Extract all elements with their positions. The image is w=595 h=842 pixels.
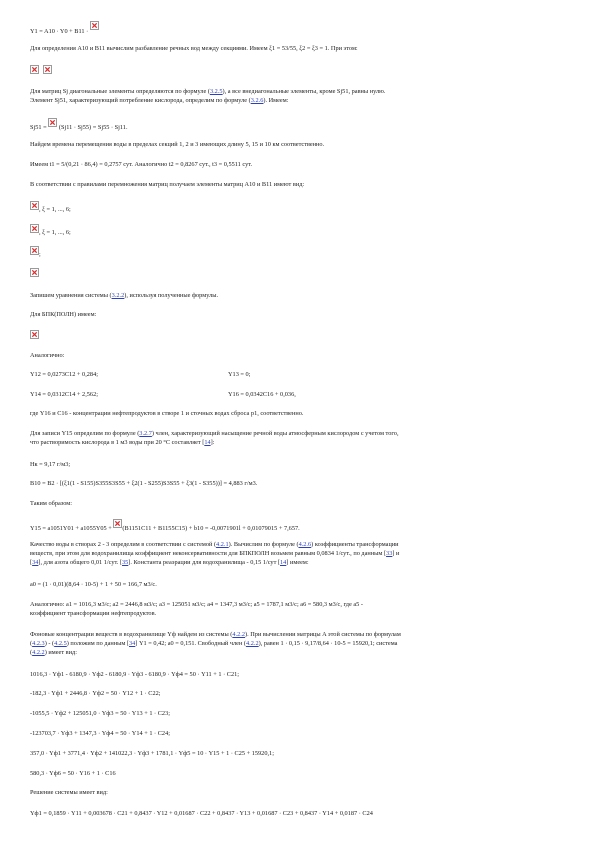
formula-link[interactable]: 4.2.6 bbox=[298, 541, 312, 548]
broken-image-icon bbox=[30, 65, 39, 74]
solution-equation: Yф1 = 0,1859 · Y11 + 0,003678 · C21 + 0,8437 · Y12 + 0,01687 · C22 + 0,8437 · Y13 + 0,01687 · C23 + 0,8437 · Y14 + 0,0187 · C24 bbox=[30, 810, 373, 817]
broken-image-icon bbox=[30, 201, 39, 210]
system-equation: 580,3 · Yф6 = 50 · Y16 + 1 · C16 bbox=[30, 770, 116, 777]
reference-link[interactable]: 35 bbox=[122, 559, 129, 566]
equation-y1 bbox=[30, 25, 99, 36]
paragraph: Для БПК(ПОЛН) имеем: bbox=[30, 311, 97, 318]
broken-image-icon bbox=[113, 519, 122, 528]
system-equation: 357,0 · Yф1 + 3771,4 · Yф2 + 141022,3 · Yф3 + 1781,1 · Yф5 = 10 · Y15 + 1 · C25 + 15920,1; bbox=[30, 750, 274, 757]
formula-image bbox=[30, 268, 39, 279]
broken-image-icon bbox=[30, 330, 39, 339]
text: Y15 = a1051Y01 + a1055Y05 + bbox=[30, 525, 112, 532]
reference-link[interactable]: 14 bbox=[204, 439, 211, 446]
formula-link[interactable]: 4.2.5 bbox=[54, 640, 67, 647]
paragraph: Таким образом: bbox=[30, 500, 72, 507]
reference-link[interactable]: 14 bbox=[280, 559, 287, 566]
text: ) член, характеризующий насыщение речной воды атмосферным кислородом с учетом того, bbox=[151, 430, 399, 437]
text: ] имеем: bbox=[286, 559, 309, 566]
system-equation: -182,3 · Yф1 + 2446,8 · Yф2 = 50 · Y12 + 1 · C22; bbox=[30, 690, 161, 697]
matrix-element bbox=[30, 203, 71, 214]
paragraph bbox=[30, 640, 397, 648]
paragraph: где Y16 и C16 - концентрации нефтепродуктов в створе 1 и сточных водах сброса p1, соответственно. bbox=[30, 410, 304, 417]
paragraph: Аналогично: bbox=[30, 352, 65, 359]
equation-y16: Y16 = 0,0342C16 + 0,036, bbox=[228, 391, 296, 398]
text: ( bbox=[30, 640, 33, 647]
text: Для записи Y15 определим по формуле ( bbox=[30, 430, 140, 437]
equation-nk: Нк = 9,17 г/м3; bbox=[30, 461, 71, 468]
text: (B1151C11 + B1155C15) + b10 = -0,0071901l + 0,01079015 + 7,657. bbox=[122, 525, 300, 532]
text: Качество воды в створах 2 - 3 определим в соответствии с системой ( bbox=[30, 541, 217, 548]
broken-image-icon bbox=[30, 246, 39, 255]
paragraph bbox=[30, 97, 288, 105]
formula-link[interactable]: 4.2.2 bbox=[32, 649, 45, 656]
text: ). Имеем: bbox=[263, 97, 289, 104]
text: ) положим по данным [ bbox=[66, 640, 129, 647]
equation-text: Y1 = A10 · Y0 + B11 · bbox=[30, 28, 89, 35]
text: ]. Константа реаэрации для водохранилища - 0,15 1/сут [ bbox=[128, 559, 280, 566]
text: ), равен 1 · 0,15 · 9,17/8,64 · 10-5 = 15920,1; система bbox=[258, 640, 398, 647]
reference-link[interactable]: 34 bbox=[129, 640, 136, 647]
text: ). Вычислим по формуле ( bbox=[228, 541, 299, 548]
formula-link[interactable]: 4.2.3 bbox=[32, 640, 45, 647]
paragraph bbox=[30, 439, 214, 447]
text: Sj51 = bbox=[30, 124, 47, 131]
equation-y13: Y13 = 0; bbox=[228, 371, 251, 378]
equation-y14: Y14 = 0,0312C14 + 2,562; bbox=[30, 391, 98, 398]
formula-images bbox=[30, 65, 52, 76]
equation-sj51 bbox=[30, 121, 128, 132]
equation-y15 bbox=[30, 522, 300, 533]
paragraph bbox=[30, 541, 399, 549]
paragraph: Для определения A10 и B11 вычислим разбавление речных вод между секциями. Имеем ξ1 = 53/55, ξ2 = ξ3 = 1. При этом: bbox=[30, 45, 358, 52]
formula-link[interactable]: 3.2.2 bbox=[111, 292, 125, 299]
system-equation: -1055,5 · Yф2 + 125051,0 · Yф3 = 50 · Y13 + 1 · C23; bbox=[30, 710, 170, 717]
paragraph: Аналогично: a1 = 1016,3 м3/с; a2 = 2446,8 м3/с; a3 = 125051 м3/с; a4 = 1347,3 м3/с; a5 = 1787,1 м3/с; a6 = 580,3 м3/с, где a5 - bbox=[30, 601, 363, 608]
text: ) имеет вид: bbox=[44, 649, 77, 656]
system-equation: -123703,7 · Yф3 + 1347,3 · Yф4 = 50 · Y14 + 1 · C24; bbox=[30, 730, 170, 737]
paragraph: Решение системы имеет вид: bbox=[30, 789, 108, 796]
paragraph bbox=[30, 430, 399, 438]
text: ]: bbox=[210, 439, 215, 446]
text: ] и bbox=[392, 550, 400, 557]
text: ; bbox=[39, 251, 41, 258]
paragraph: Найдем времена перемещения воды в пределах секций 1, 2 и 3 имеющих длину 5, 15 и 10 км соответственно. bbox=[30, 141, 325, 148]
broken-image-icon bbox=[30, 268, 39, 277]
paragraph: коэффициент трансформации нефтепродуктов. bbox=[30, 610, 157, 617]
text: ), а все внедиагональные элементы, кроме Sj51, равны нулю. bbox=[222, 88, 386, 95]
text: Элемент Sj51, характеризующий потребление кислорода, определим по формуле ( bbox=[30, 97, 251, 104]
reference-link[interactable]: 33 bbox=[386, 550, 393, 557]
paragraph bbox=[30, 631, 401, 639]
formula-link[interactable]: 4.2.2 bbox=[246, 640, 259, 647]
broken-image-icon bbox=[30, 224, 39, 233]
formula-image bbox=[30, 330, 39, 341]
broken-image-icon bbox=[43, 65, 52, 74]
paragraph bbox=[30, 649, 77, 657]
equation-b10: B10 = B2 · [(ξ1(1 - S155)S355S3S55 + ξ2(1 - S255)S3S55 + ξ3(1 - S355))] = 4,883 г/м3. bbox=[30, 480, 258, 487]
text: веществ, при этом для водохранилища коэффициент неконсервативности для БПКПОЛН возьмем равным 0,0834 1/сут., по данным [ bbox=[30, 550, 387, 557]
equation-y12: Y12 = 0,0273C12 + 0,284; bbox=[30, 371, 98, 378]
text: ), используя полученные формулы. bbox=[124, 292, 219, 299]
text: ], для азота общего 0,01 1/сут. [ bbox=[38, 559, 122, 566]
broken-image-icon bbox=[48, 118, 57, 127]
text: ). При вычислении матрицы A этой системы по формулам bbox=[245, 631, 401, 638]
text: , ξ = 1, ..., 6; bbox=[39, 206, 71, 213]
broken-image-icon bbox=[90, 21, 99, 30]
reference-link[interactable]: 34 bbox=[32, 559, 39, 566]
matrix-element bbox=[30, 226, 71, 237]
paragraph: В соответствии с правилами перемножения матриц получаем элементы матриц A10 и B11 имеют вид: bbox=[30, 181, 305, 188]
system-equation: 1016,3 · Yф1 - 6180,9 · Yф2 - 6180,9 · Yф3 - 6180,9 · Yф4 = 50 · Y11 + 1 · C21; bbox=[30, 671, 240, 678]
text: ) коэффициенты трансформации bbox=[311, 541, 399, 548]
paragraph bbox=[30, 559, 309, 567]
equation-a0: a0 = (1 · 0,01)(8,64 · 10-5) + 1 + 50 = 166,7 м3/с. bbox=[30, 581, 157, 588]
text: [ bbox=[30, 559, 33, 566]
text: что растворимость кислорода в 1 м3 воды при 20 °C составляет [ bbox=[30, 439, 205, 446]
text: ] Y1 = 0,42; a0 = 0,151. Свободный член ( bbox=[135, 640, 247, 647]
text: , ξ = 1, ..., 6; bbox=[39, 229, 71, 236]
text: Для матриц Sj диагональные элементы определяются по формуле ( bbox=[30, 88, 210, 95]
text: Запишем уравнения системы ( bbox=[30, 292, 112, 299]
formula-link[interactable]: 3.2.5 bbox=[209, 88, 223, 95]
formula-link[interactable]: 3.2.7 bbox=[139, 430, 152, 437]
paragraph bbox=[30, 88, 385, 96]
matrix-element bbox=[30, 248, 41, 259]
paragraph bbox=[30, 550, 399, 558]
text: ( bbox=[30, 649, 33, 656]
text: (Sj11 · Sj55) = Sj55 · Sj11. bbox=[58, 124, 128, 131]
formula-link[interactable]: 3.2.6 bbox=[250, 97, 264, 104]
formula-link[interactable]: 4.2.1 bbox=[216, 541, 229, 548]
paragraph bbox=[30, 292, 218, 300]
formula-link[interactable]: 4.2.2 bbox=[232, 631, 246, 638]
paragraph: Имеем t1 = 5/(0,21 · 86,4) = 0,2757 сут. Аналогично t2 = 0,8267 сут., t3 = 0,5511 сут. bbox=[30, 161, 253, 168]
text: Фоновые концентрации веществ в водохранилище Yф найдем из системы ( bbox=[30, 631, 233, 638]
text: ) - ( bbox=[44, 640, 55, 647]
